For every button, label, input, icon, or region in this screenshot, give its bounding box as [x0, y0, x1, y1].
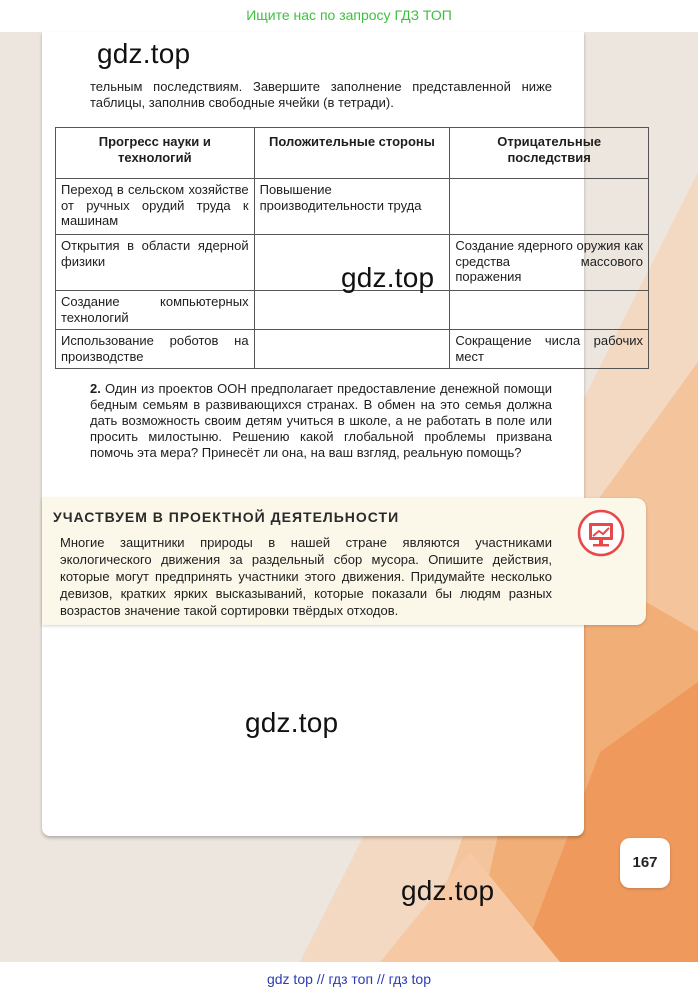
- table-row: [56, 330, 649, 369]
- table-cell: [254, 291, 450, 330]
- table-row: [56, 179, 649, 235]
- table-header-row: [56, 128, 649, 179]
- watermark: gdz.top: [97, 38, 191, 69]
- page-number: 167: [620, 838, 670, 888]
- table-header: Прогресс науки и технологий: [56, 128, 255, 179]
- task-number: 2.: [90, 381, 101, 396]
- watermark: gdz.top: [245, 707, 339, 738]
- table-cell: Создание компьютерных технологий: [56, 291, 255, 330]
- table-row: [56, 291, 649, 330]
- footer-links[interactable]: gdz top // гдз топ // гдз top: [266, 971, 432, 987]
- project-title: УЧАСТВУЕМ В ПРОЕКТНОЙ ДЕЯТЕЛЬНОСТИ: [53, 509, 400, 525]
- task-text: Один из проектов ООН предполагает предоставление денежной помощи бедным семьям в развивающихся странах. В обмен на это семья должна дать возможность своим детям учиться в школе, а не работать в поле или просить милостыню. Решению какой глобальной проблемы призвана помочь эта мера? Принесёт ли она, на ваш взгляд, реальную помощь?: [90, 381, 552, 460]
- table-cell: [450, 291, 649, 330]
- progress-table: [55, 127, 649, 369]
- table-header: Положительные стороны: [254, 128, 450, 179]
- project-text: Многие защитники природы в нашей стране являются участниками экологического движения за раздельный сбор мусора. Опишите действия, которые могут предпринять участники этого движения. Придумайте несколько девизов, кратких ярких высказываний, которые показали бы людям разных возрастов значение такой сортировки твёрдых отходов.: [60, 535, 552, 618]
- table-cell: Открытия в области ядерной физики: [56, 235, 255, 291]
- table-cell: [450, 179, 649, 235]
- footer-bar: [0, 962, 698, 997]
- top-banner: [0, 0, 698, 32]
- task-2: [90, 381, 552, 461]
- table-cell: Использование роботов на производстве: [56, 330, 255, 369]
- banner-text: Ищите нас по запросу ГДЗ ТОП: [246, 7, 452, 23]
- watermark: gdz.top: [401, 875, 495, 906]
- presentation-icon: [577, 509, 625, 557]
- table-cell: Переход в сельском хозяйстве от ручных орудий труда к машинам: [56, 179, 255, 235]
- watermark: gdz.top: [341, 262, 435, 293]
- table-cell: Создание ядерного оружия как средства массового поражения: [450, 235, 649, 291]
- table-cell: Повышение производительности труда: [254, 179, 450, 235]
- intro-text: тельным последствиям. Завершите заполнение представленной ниже таблицы, заполнив свободные ячейки (в тетради).: [90, 79, 552, 110]
- table-cell: Сокращение числа рабочих мест: [450, 330, 649, 369]
- table-cell: [254, 330, 450, 369]
- table-header: Отрицательные последствия: [450, 128, 649, 179]
